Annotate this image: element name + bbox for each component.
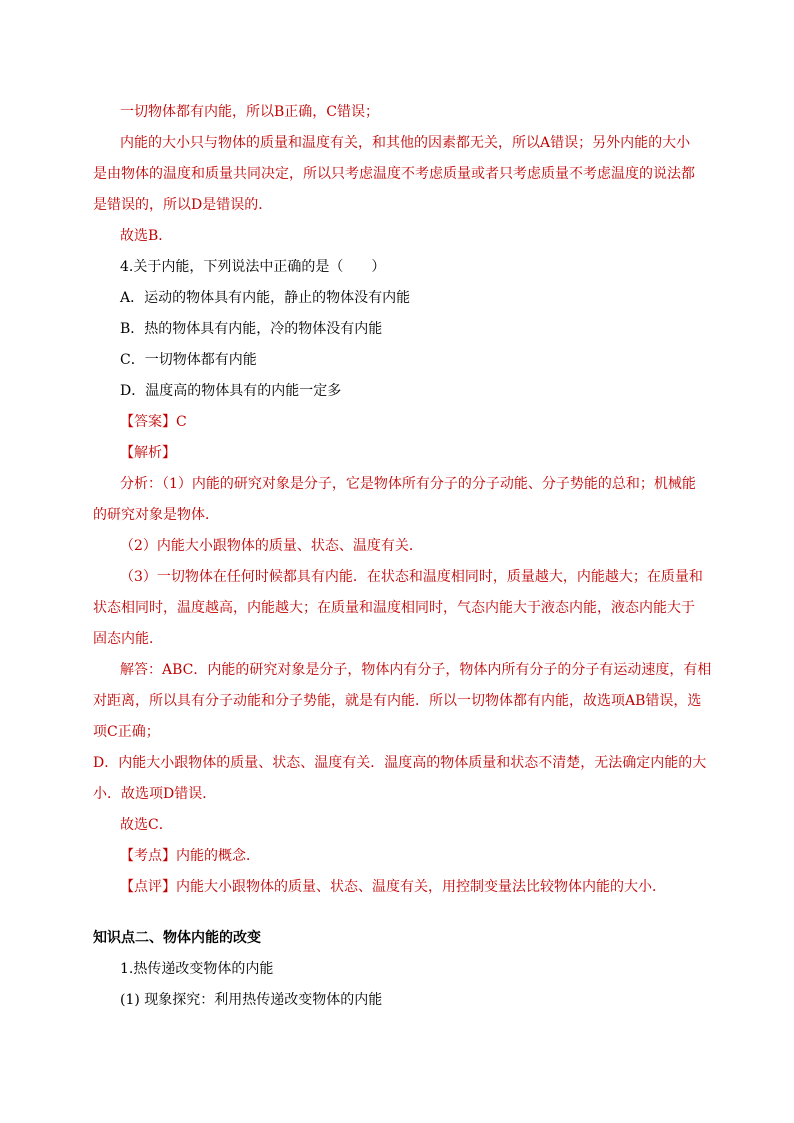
text-line: 分析：（1）内能的研究对象是分子，它是物体所有分子的分子动能、分子势能的总和；机械能	[120, 476, 696, 492]
question-stem: 4.关于内能，下列说法中正确的是（ ）	[120, 259, 386, 275]
text-line: 项C正确；	[93, 724, 160, 740]
text-line: 状态相同时，温度越高，内能越大；在质量和温度相同时，气态内能大于液态内能，液态内能大于	[93, 600, 695, 616]
option-c: C．一切物体都有内能	[120, 352, 257, 368]
subsection-item: (1) 现象探究：利用热传递改变物体的内能	[120, 992, 383, 1008]
text-line: 解答：ABC．内能的研究对象是分子，物体内有分子，物体内所有分子的分子有运动速度，有相	[120, 662, 712, 678]
answer-label: 【答案】C	[120, 414, 187, 430]
text-line: 故选C．	[120, 817, 173, 833]
key-point-line: 【考点】内能的概念．	[120, 848, 260, 864]
text-line: 小．故选项D错误．	[93, 786, 217, 802]
comment-line: 【点评】内能大小跟物体的质量、状态、温度有关，用控制变量法比较物体内能的大小．	[120, 879, 666, 895]
text-line: （2）内能大小跟物体的质量、状态、温度有关．	[120, 538, 423, 554]
text-line: D．内能大小跟物体的质量、状态、温度有关．温度高的物体质量和状态不清楚，无法确定内能的大	[93, 755, 707, 771]
text-line: 固态内能．	[93, 631, 163, 647]
text-line: 是错误的，所以D是错误的．	[93, 197, 273, 213]
analysis-label: 【解析】	[120, 445, 176, 461]
text-line: 故选B．	[120, 228, 173, 244]
text-line: 对距离，所以具有分子动能和分子势能，就是有内能．所以一切物体都有内能，故选项AB错误，选	[93, 693, 702, 709]
text-line: 是由物体的温度和质量共同决定，所以只考虑温度不考虑质量或者只考虑质量不考虑温度的说法都	[93, 166, 695, 182]
text-line: 一切物体都有内能，所以B正确，C错误；	[120, 104, 379, 120]
subsection-heading: 1.热传递改变物体的内能	[120, 961, 274, 977]
text-line: 的研究对象是物体．	[93, 507, 219, 523]
option-a: A．运动的物体具有内能，静止的物体没有内能	[120, 290, 411, 306]
option-b: B．热的物体具有内能，冷的物体没有内能	[120, 321, 383, 337]
text-line: 内能的大小只与物体的质量和温度有关，和其他的因素都无关，所以A错误；另外内能的大小	[120, 135, 691, 151]
option-d: D．温度高的物体具有的内能一定多	[120, 383, 342, 399]
section-heading: 知识点二、物体内能的改变	[93, 930, 261, 946]
text-line: （3）一切物体在任何时候都具有内能．在状态和温度相同时，质量越大，内能越大；在质量和	[120, 569, 703, 585]
